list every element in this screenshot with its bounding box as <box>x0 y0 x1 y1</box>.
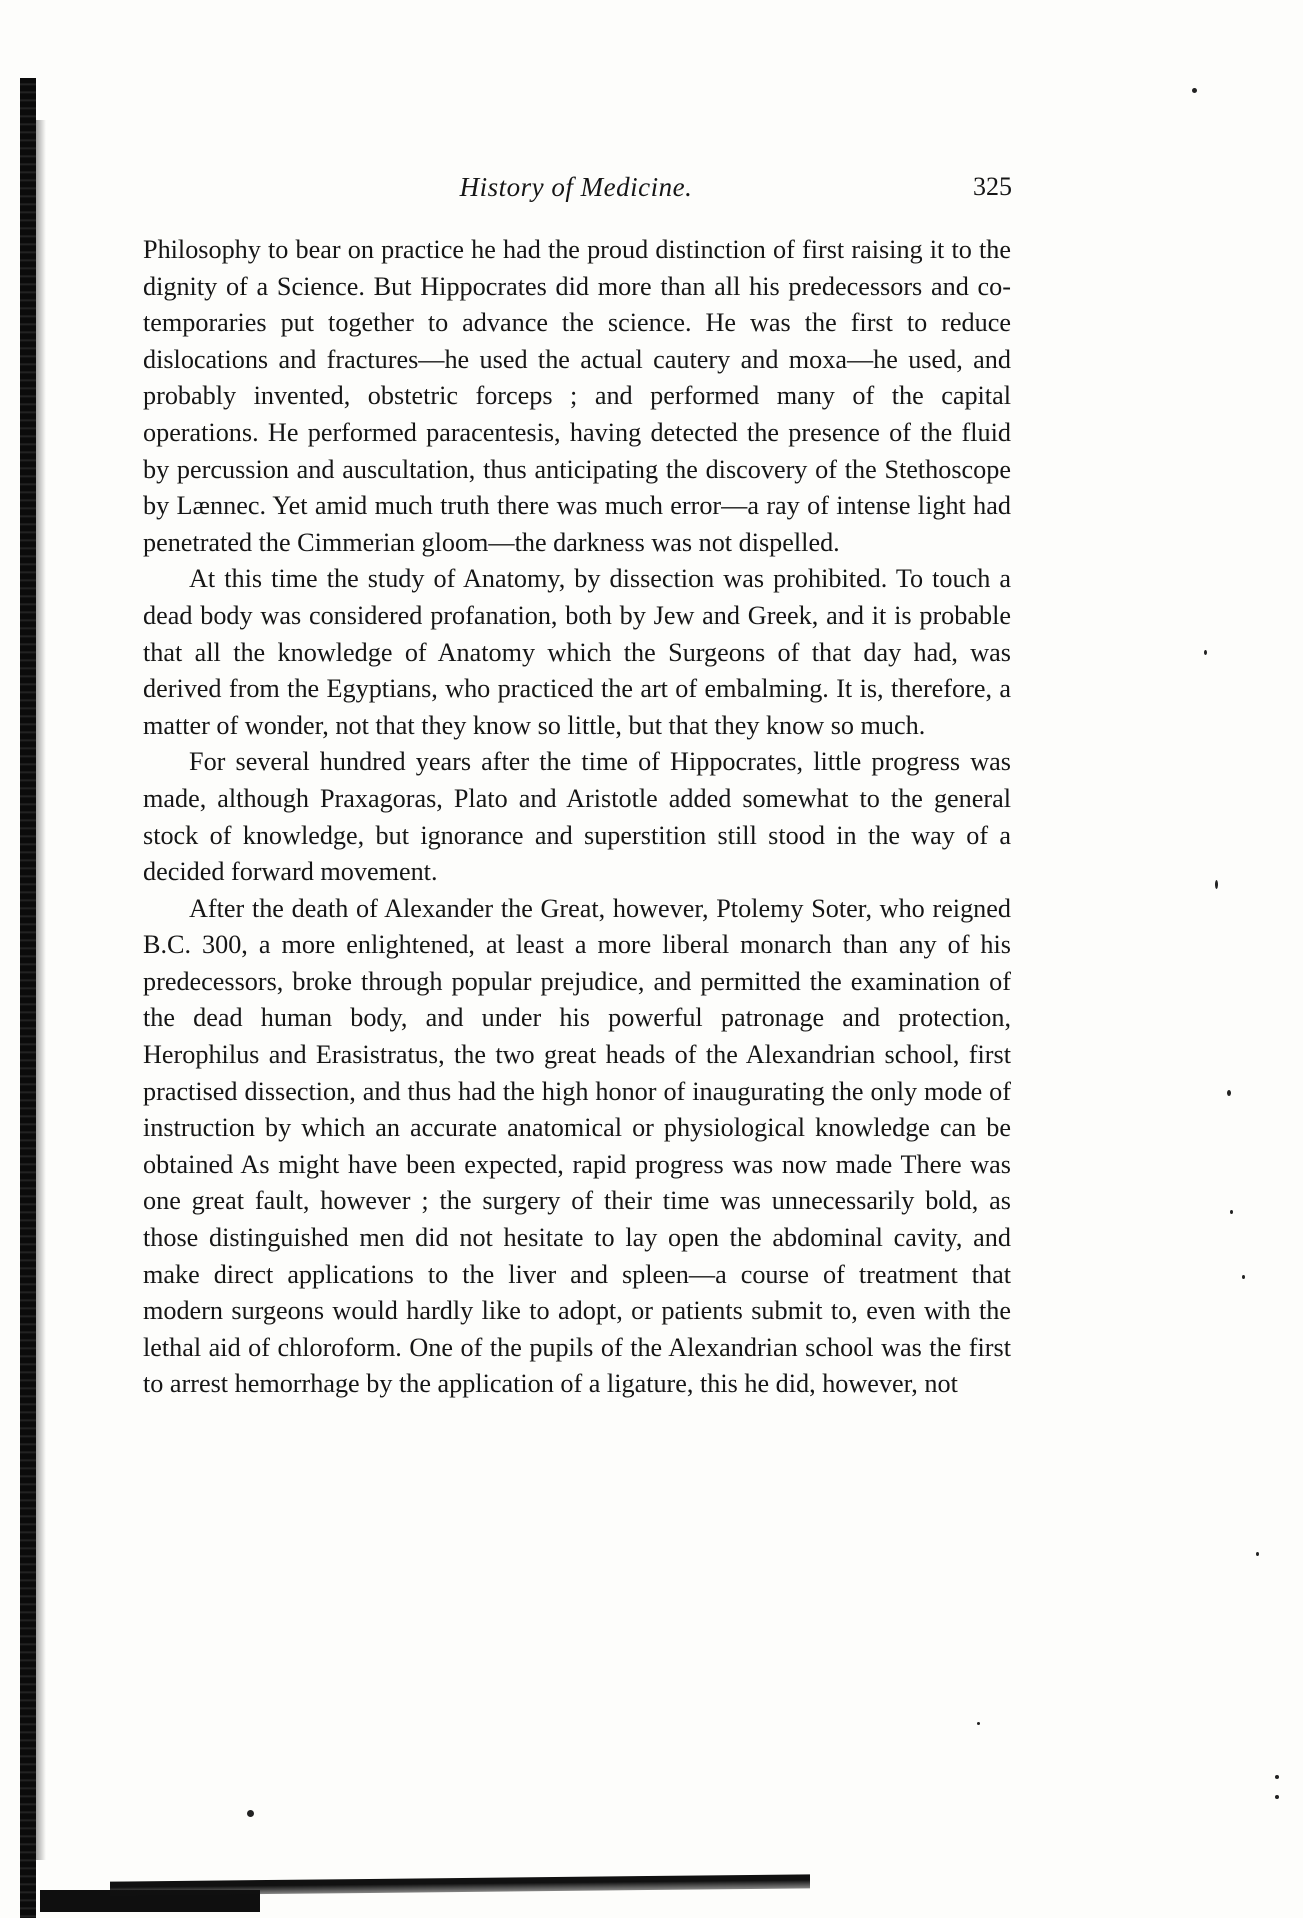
ink-speck <box>1256 1552 1259 1556</box>
binding-edge <box>20 78 36 1918</box>
page-header <box>140 172 1012 212</box>
ink-speck <box>1215 880 1218 889</box>
paragraph: For several hundred years after the time of Hippocrates, little progress was made, although Praxagoras, Plato and Aristotle added somewhat to the general stock of knowledge, but ignorance and superstition still stood in the way of a decided forward movement. <box>143 747 1011 887</box>
running-title: History of Medicine. <box>459 172 693 202</box>
paragraph: At this time the study of Anatomy, by dissection was prohibited. To touch a dead body was considered profanation, both by Jew and Greek, and it is probable that all the knowledge of Anatomy which the Surgeons of that day had, was derived from the Egyptians, who practiced the art of embalming. It is, therefore, a matter of wonder, not that they know so little, but that they know so much. <box>143 564 1011 740</box>
ink-speck <box>1227 1090 1231 1096</box>
ink-speck <box>1204 650 1207 655</box>
paragraph: Philosophy to bear on practice he had the proud distinction of first raising it to the dignity of a Science. But Hippocrates did more than all his predecessors and co-temporaries put together to advance the science. He was the first to reduce dislocations and fractures—he used the actual cautery and moxa—he used, and probably invented, obstetric forceps ; and performed many of the capital operations. He performed paracentesis, having detected the presence of the fluid by percussion and auscultation, thus anticipating the discovery of the Stethoscope by Lænnec. Yet amid much truth there was much error—a ray of intense light had penetrated the Cimmerian gloom—the darkness was not dispelled. <box>143 235 1011 557</box>
ink-speck <box>1242 1275 1245 1279</box>
ink-speck <box>1275 1775 1279 1779</box>
paragraph: After the death of Alexander the Great, however, Ptolemy Soter, who reigned B.C. 300, a more enlightened, at least a more liberal monarch than any of his predecessors, broke through popular prejudice, and permitted the examination of the dead human body, and under his powerful patronage and protection, Herophilus and Erasistratus, the two great heads of the Alexandrian school, first practised dissection, and thus had the high honor of inaugurating the only mode of instruction by which an accurate anatomical or physiological knowledge can be obtained As might have been expected, rapid progress was now made There was one great fault, however ; the surgery of their time was unnecessarily bold, as those distinguished men did not hesitate to lay open the abdominal cavity, and make direct applications to the liver and spleen—a course of treatment that modern surgeons would hardly like to adopt, or patients submit to, even with the lethal aid of chloroform. One of the pupils of the Alexandrian school was the first to arrest hemorrhage by the application of a ligature, this he did, however, not <box>143 893 1011 1399</box>
ink-speck <box>1230 1210 1233 1214</box>
ink-speck <box>247 1810 254 1817</box>
ink-speck <box>1275 1795 1279 1799</box>
ink-speck <box>977 1722 980 1725</box>
binding-shadow <box>36 120 46 1860</box>
ink-speck <box>1192 88 1197 93</box>
page-number: 325 <box>973 172 1012 201</box>
body-text <box>143 232 1011 1403</box>
page-bottom-edge <box>110 1874 810 1895</box>
